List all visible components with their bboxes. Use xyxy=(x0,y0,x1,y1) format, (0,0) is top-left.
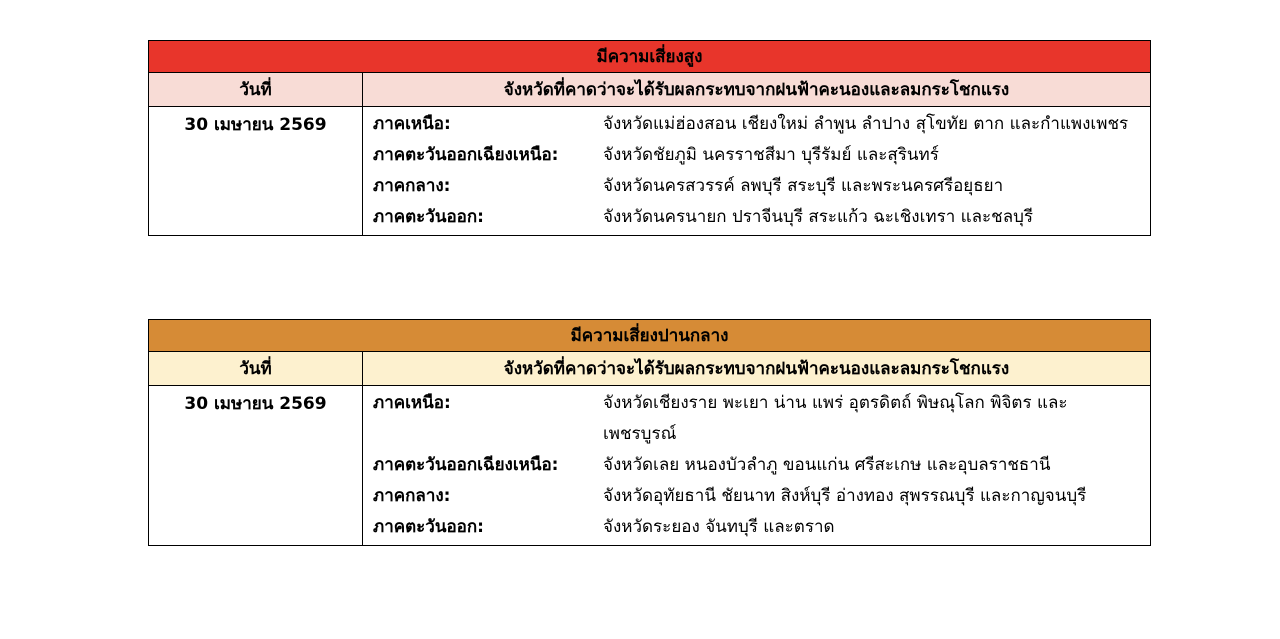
region-provinces: จังหวัดชัยภูมิ นครราชสีมา บุรีรัมย์ และสุรินทร์ xyxy=(603,145,939,165)
provinces-column-header: จังหวัดที่คาดว่าจะได้รับผลกระทบจากฝนฟ้าคะนองและลมกระโชกแรง xyxy=(363,352,1151,386)
region-name: ภาคกลาง: xyxy=(373,176,451,196)
region-name: ภาคกลาง: xyxy=(373,486,451,506)
region-provinces: จังหวัดนครสวรรค์ ลพบุรี สระบุรี และพระนครศรีอยุธยา xyxy=(603,176,1004,196)
region-northeast xyxy=(373,140,1150,171)
region-provinces: จังหวัดเชียงราย พะเยา น่าน แพร่ อุตรดิตถ์ พิษณุโลก พิจิตร และเพชรบูรณ์ xyxy=(603,393,1068,444)
region-name: ภาคตะวันออกเฉียงเหนือ: xyxy=(373,145,559,165)
regions-cell xyxy=(363,386,1151,546)
table-row xyxy=(149,386,1151,546)
region-name: ภาคเหนือ: xyxy=(373,114,451,134)
region-central xyxy=(373,171,1150,202)
region-provinces: จังหวัดเลย หนองบัวลำภู ขอนแก่น ศรีสะเกษ และอุบลราชธานี xyxy=(603,455,1051,475)
region-provinces: จังหวัดอุทัยธานี ชัยนาท สิงห์บุรี อ่างทอง สุพรรณบุรี และกาญจนบุรี xyxy=(603,486,1087,506)
regions-cell xyxy=(363,107,1151,236)
region-provinces: จังหวัดระยอง จันทบุรี และตราด xyxy=(603,517,835,537)
region-name: ภาคตะวันออก: xyxy=(373,207,484,227)
region-provinces: จังหวัดนครนายก ปราจีนบุรี สระแก้ว ฉะเชิงเทรา และชลบุรี xyxy=(603,207,1034,227)
region-north xyxy=(373,109,1150,140)
region-name: ภาคตะวันออก: xyxy=(373,517,484,537)
region-northeast xyxy=(373,450,1150,481)
high-risk-table xyxy=(148,40,1151,236)
high-risk-title: มีความเสี่ยงสูง xyxy=(149,41,1151,73)
date-cell: 30 เมษายน 2569 xyxy=(149,107,363,236)
date-column-header: วันที่ xyxy=(149,73,363,107)
region-provinces: จังหวัดแม่ฮ่องสอน เชียงใหม่ ลำพูน ลำปาง สุโขทัย ตาก และกำแพงเพชร xyxy=(603,114,1129,134)
provinces-column-header: จังหวัดที่คาดว่าจะได้รับผลกระทบจากฝนฟ้าคะนองและลมกระโชกแรง xyxy=(363,73,1151,107)
region-east xyxy=(373,512,1150,543)
region-central xyxy=(373,481,1150,512)
region-north xyxy=(373,388,1150,450)
medium-risk-title: มีความเสี่ยงปานกลาง xyxy=(149,320,1151,352)
date-cell: 30 เมษายน 2569 xyxy=(149,386,363,546)
medium-risk-table xyxy=(148,319,1151,546)
region-name: ภาคตะวันออกเฉียงเหนือ: xyxy=(373,455,559,475)
region-east xyxy=(373,202,1150,233)
table-row xyxy=(149,107,1151,236)
region-name: ภาคเหนือ: xyxy=(373,393,451,413)
date-column-header: วันที่ xyxy=(149,352,363,386)
